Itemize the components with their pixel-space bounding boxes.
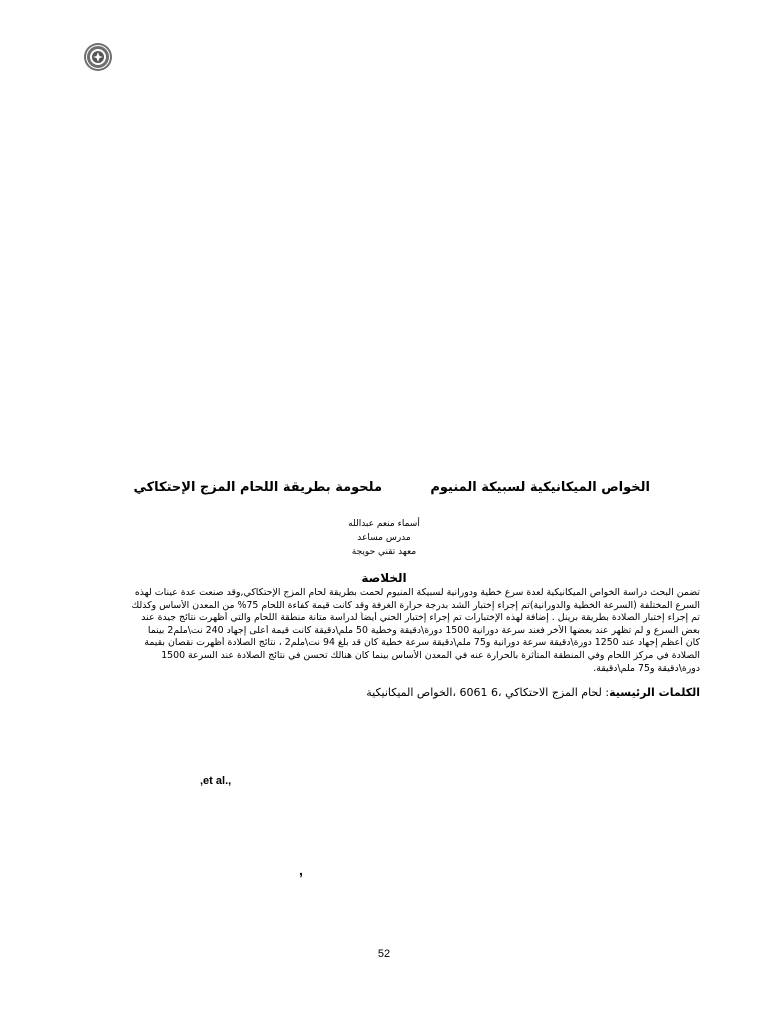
title-part-1: الخواص الميكانيكية لسبيكة المنيوم bbox=[430, 480, 650, 495]
abstract-line: بعض السرع و لم تظهر عند بعضها الأخر فعند سرعة دورانية 1500 دورة\دقيقة وخطية 50 ملم\دقيقة كانت قيمة أعلى إجهاد 240 نت\ملم2 بينما bbox=[147, 624, 700, 636]
abstract-line: الصلادة في مركز اللحام وفي المنطقة المتأثرة بالحرارة عنه في المعدن الأساس بينما كان هنالك تحسن في نتائج الصلادة عند السرعة 1500 bbox=[161, 649, 700, 661]
abstract-line: تضمن البحث دراسة الخواص الميكانيكية لعدة سرع خطية ودورانية لسبيكة المنيوم لحمت بطريقة لحام المزج الإحتكاكي,وقد صنعت عدة عينات لهذه bbox=[134, 587, 700, 598]
citation-fragment: ,et al., bbox=[200, 775, 232, 787]
comma-fragment: , bbox=[299, 862, 303, 878]
keywords-text: : لحام المزج الاحتكاكي ،6 6061 ،الخواص الميكانيكية bbox=[366, 686, 610, 699]
abstract-body bbox=[88, 587, 700, 675]
author-block bbox=[234, 517, 534, 559]
abstract-line: دورة\دقيقة و75 ملم\دقيقة. bbox=[593, 662, 700, 674]
abstract-line: كان أعظم إجهاد عند 1250 دورة\دقيقة سرعة دورانية و75 ملم\دقيقة سرعة خطية كان قد بلغ 94 نت\ملم2 ، نتائج الصلادة أظهرت نقصان بقيمة bbox=[144, 637, 700, 649]
university-seal-icon bbox=[83, 42, 113, 72]
abstract-heading: الخلاصة bbox=[361, 571, 407, 585]
keywords bbox=[300, 686, 700, 699]
page-number: 52 bbox=[377, 948, 391, 960]
author-name: أسماء منعم عبدالله bbox=[348, 519, 420, 529]
abstract-line: السرع المختلفة (السرعة الخطية والدورانية)تم إجراء إختبار الشد بدرجة حرارة الغرفة وقد كانت قيمة كفاءة اللحام 75% من المعدن الأساس وكذلك bbox=[131, 599, 700, 611]
author-affiliation: معهد تقني حويجة bbox=[351, 547, 417, 557]
abstract-line: تم إجراء إختبار الصلادة بطريقة برينل . إضافة لهذه الإختبارات تم إجراء إختبار الحني أيضاً لدراسة متانة منطقة اللحام والتي أظهرت نتائج جيدة عند bbox=[141, 612, 700, 624]
keywords-label: الكلمات الرئيسية bbox=[609, 686, 700, 699]
title-part-2: ملحومة بطريقة اللحام المزج الإحتكاكي bbox=[133, 480, 382, 495]
author-position: مدرس مساعد bbox=[357, 533, 411, 543]
